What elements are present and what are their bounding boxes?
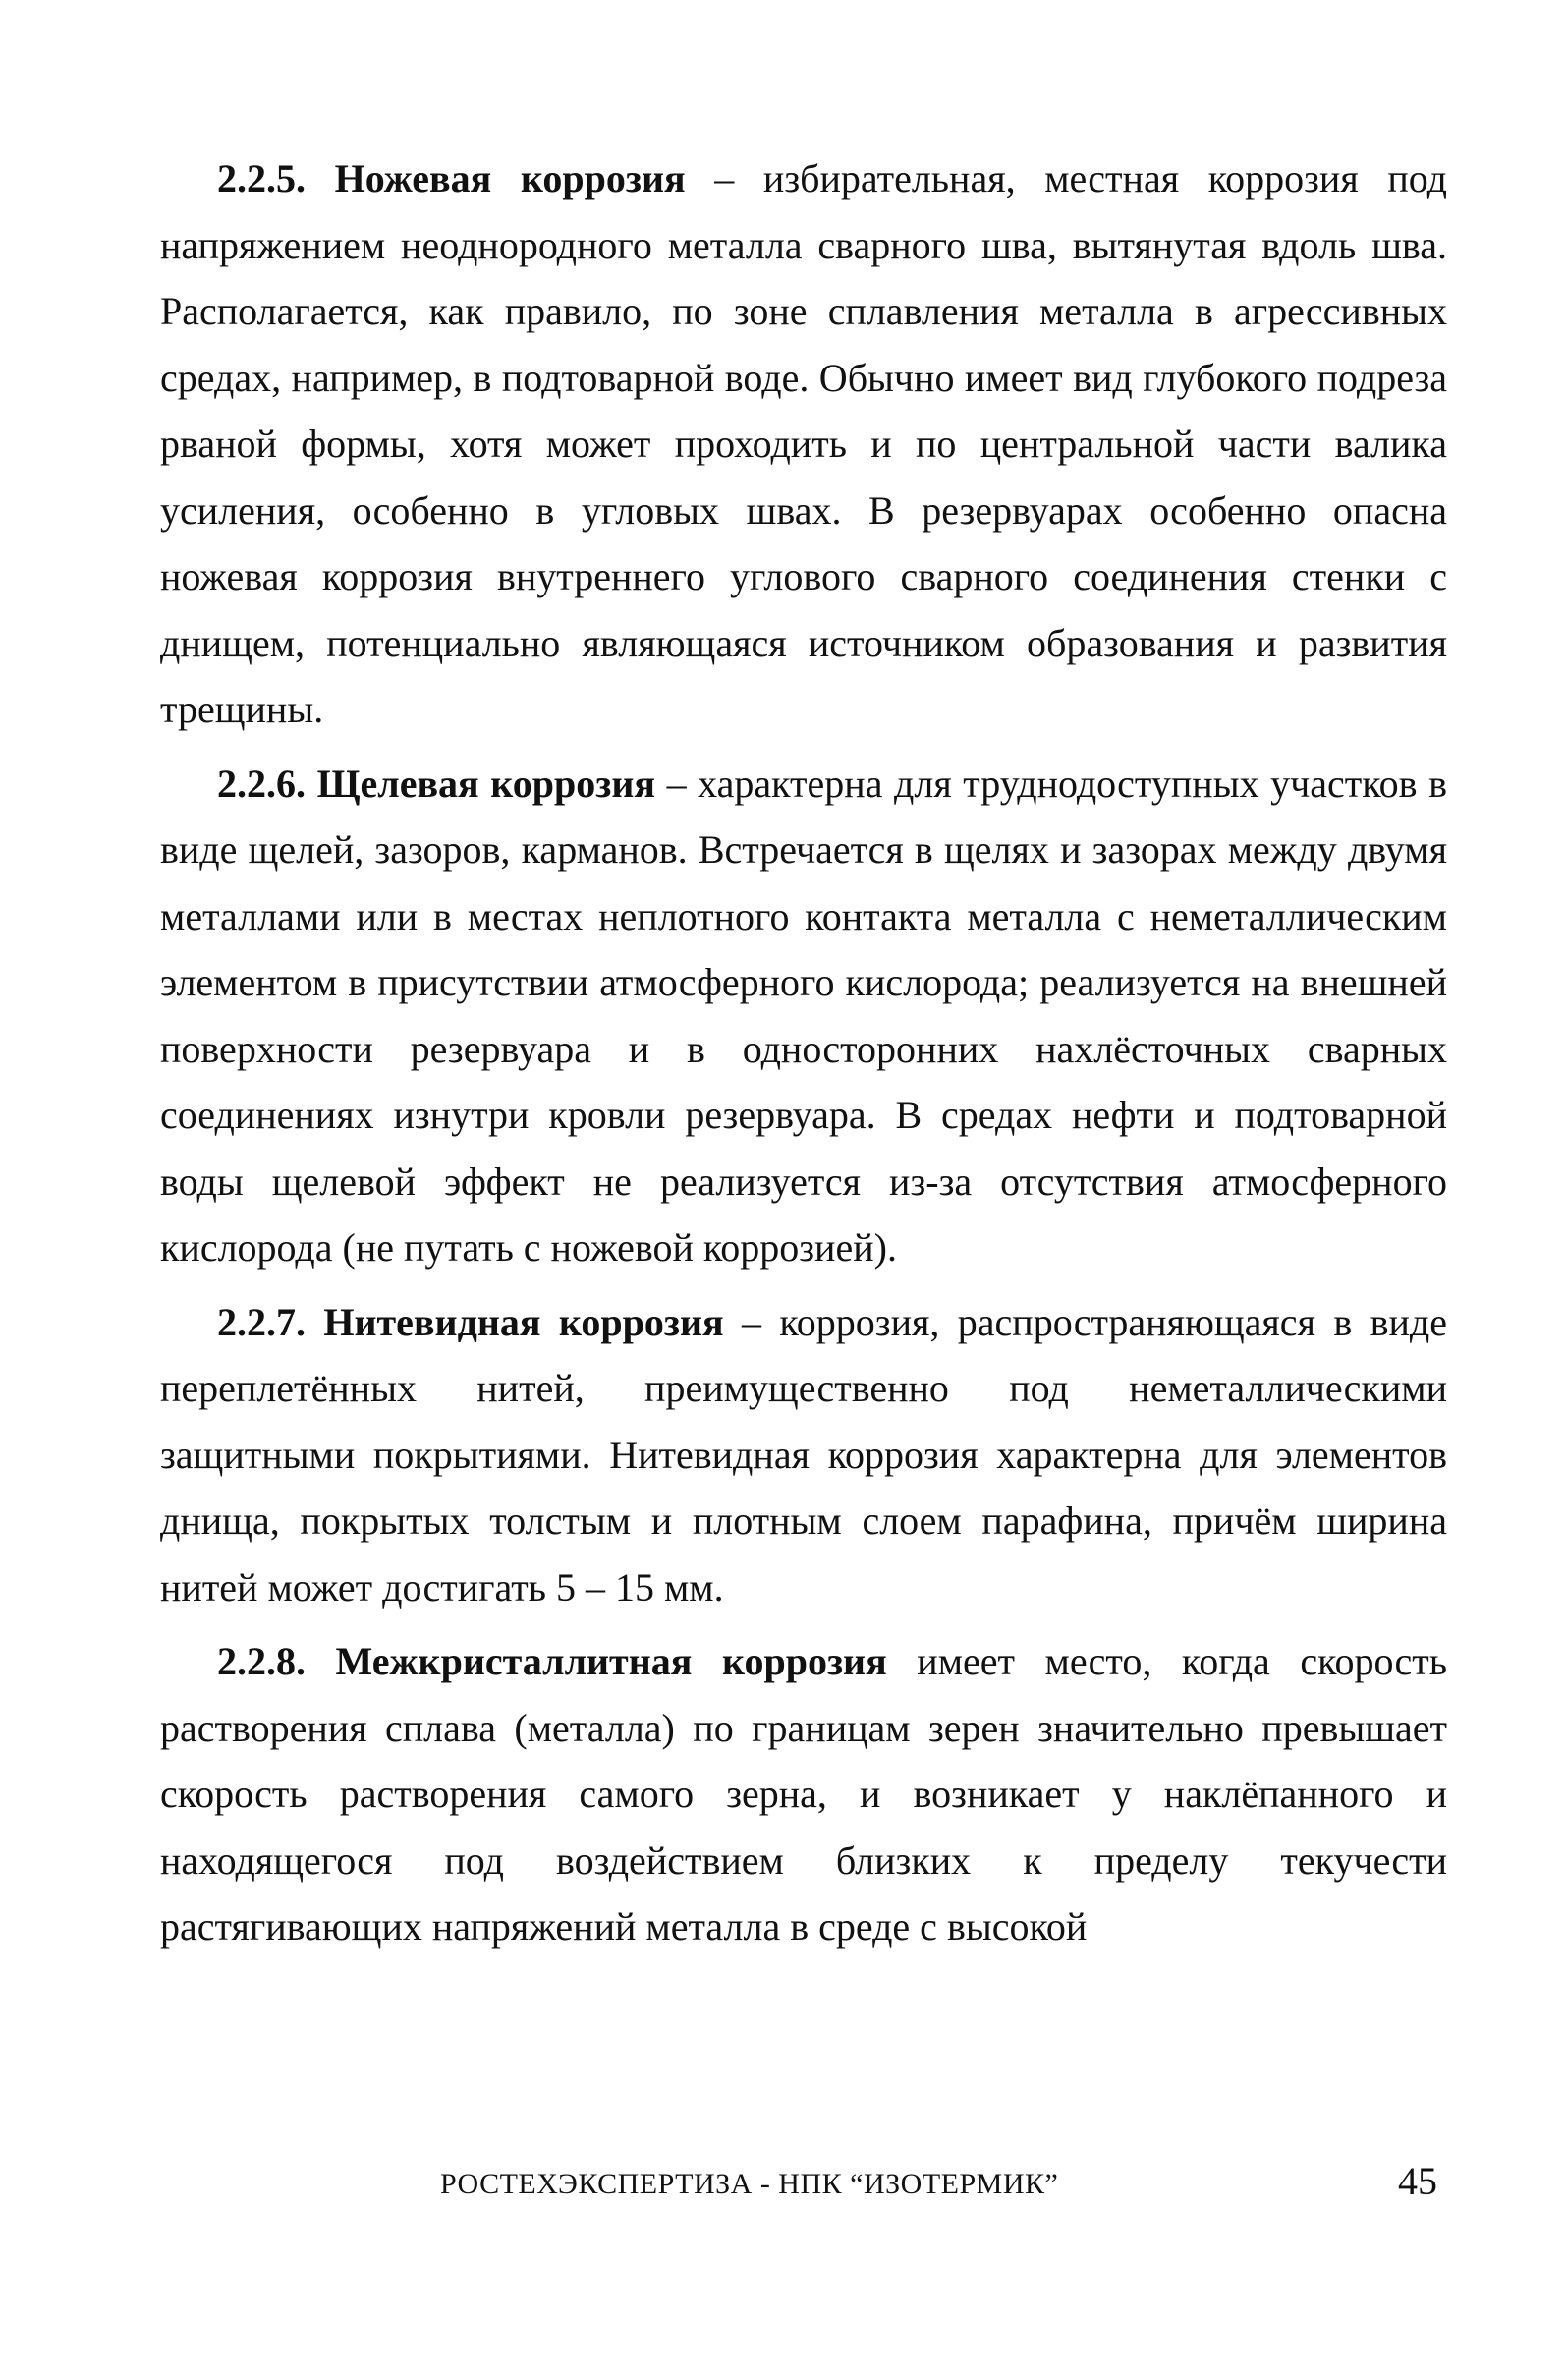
section-2-2-8: [160, 1628, 1447, 1960]
page-footer: [160, 2158, 1447, 2217]
section-2-2-6-text: – характерна для труднодоступных участков в виде щелей, зазоров, карманов. Встречается в щелях и зазорах между двумя металлами или в местах неплотного контакта металла с неметаллическим элементом в присутствии атмосферного кислорода; реализуется на внешней поверхности резервуара и в односторонних нахлёсточных сварных соединениях изнутри кровли резервуара. В средах нефти и подтоварной воды щелевой эффект не реализуется из-за отсутствия атмосферного кислорода (не путать с ножевой коррозией).: [160, 761, 1447, 1270]
section-2-2-7: [160, 1289, 1447, 1621]
section-2-2-8-term: 2.2.8. Межкристаллитная коррозия: [217, 1639, 887, 1683]
section-2-2-5: [160, 145, 1447, 743]
section-2-2-7-text: – коррозия, распространяющаяся в виде переплетённых нитей, преимущественно под неметаллическими защитными покрытиями. Нитевидная коррозия характерна для элементов днища, покрытых толстым и плотным слоем парафина, причём ширина нитей может достигать 5 – 15 мм.: [160, 1299, 1447, 1610]
section-2-2-6-term: 2.2.6. Щелевая коррозия: [217, 761, 656, 806]
footer-title: РОСТЕХЭКСПЕРТИЗА - НПК “ИЗОТЕРМИК”: [440, 2168, 1059, 2200]
section-2-2-6: [160, 751, 1447, 1281]
page-number: 45: [1398, 2159, 1437, 2203]
section-2-2-8-text: имеет место, когда скорость растворения сплава (металла) по границам зерен значительно превышает скорость растворения самого зерна, и возникает у наклёпанного и находящегося под воздействием близких к пределу текучести растягивающих напряжений металла в среде с высокой: [160, 1639, 1448, 1949]
section-2-2-7-term: 2.2.7. Нитевидная коррозия: [217, 1299, 724, 1344]
section-2-2-5-term: 2.2.5. Ножевая коррозия: [217, 156, 686, 200]
section-2-2-5-text: – избирательная, местная коррозия под напряжением неоднородного металла сварного шва, вытянутая вдоль шва. Располагается, как правило, по зоне сплавления металла в агрессивных средах, например, в подтоварной воде. Обычно имеет вид глубокого подреза рваной формы, хотя может проходить и по центральной части валика усиления, особенно в угловых швах. В резервуарах особенно опасна ножевая коррозия внутреннего углового сварного соединения стенки с днищем, потенциально являющаяся источником образования и развития трещины.: [160, 156, 1447, 731]
page-body: [160, 145, 1447, 1968]
